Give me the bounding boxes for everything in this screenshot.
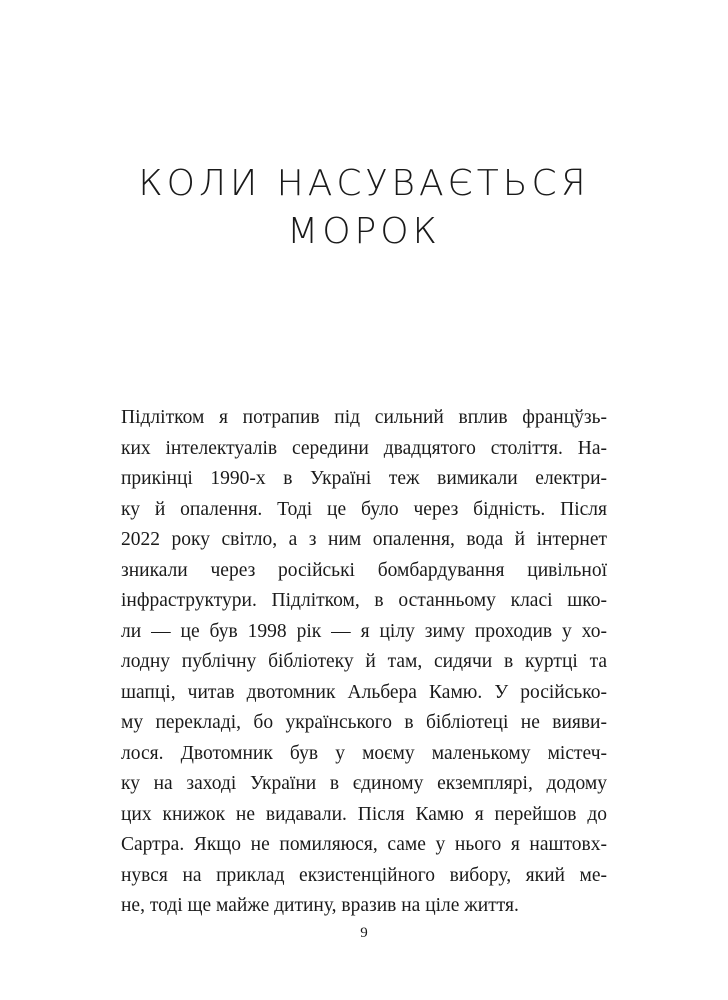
chapter-title-line-1: КОЛИ НАСУВАЄТЬСЯ [138,163,590,204]
text-line: не, тоді ще майже дитину, вразив на ціле життя. [121,895,519,916]
chapter-title-line-2: МОРОК [287,211,441,252]
text-line: інфраструктури. Підлітком, в останньому класі шко- [121,590,607,611]
text-line: 2022 року світло, а з ним опалення, вода й інтернет [121,529,607,550]
text-line: лося. Двотомник був у моєму маленькому містеч- [121,742,607,764]
text-line: лодну публічну бібліотеку й там, сидячи в куртці та [121,651,607,672]
text-line: му перекладі, бо українського в бібліотеці не вияви- [121,712,607,733]
page-number: 9 [360,925,368,941]
text-line: цих книжок не видавали. Після Камю я перейшов до [121,803,607,825]
text-line: зникали через російські бомбардування цивільної [121,559,607,581]
body-paragraph [121,403,607,922]
text-line: ли — це був 1998 рік — я цілу зиму проходив у хо- [121,620,607,642]
text-line: ку на заході України в єдиному екземплярі, додому [121,773,607,794]
text-line: ку й опалення. Тоді це було через бідність. Після [121,498,607,520]
chapter-title [0,160,728,256]
text-line: Сартра. Якщо не помиляюся, саме у нього я наштовх- [121,834,607,855]
text-line: нувся на приклад екзистенційного вибору, який ме- [121,864,607,886]
text-line: Підлітком я потрапив під сильний вплив францўзь- [121,407,607,428]
text-line: шапці, читав двотомник Альбера Камю. У російсько- [121,681,607,703]
text-line: прикінці 1990-х в Україні теж вимикали електри- [121,468,607,489]
text-line: ких інтелектуалів середини двадцятого століття. На- [121,437,607,459]
